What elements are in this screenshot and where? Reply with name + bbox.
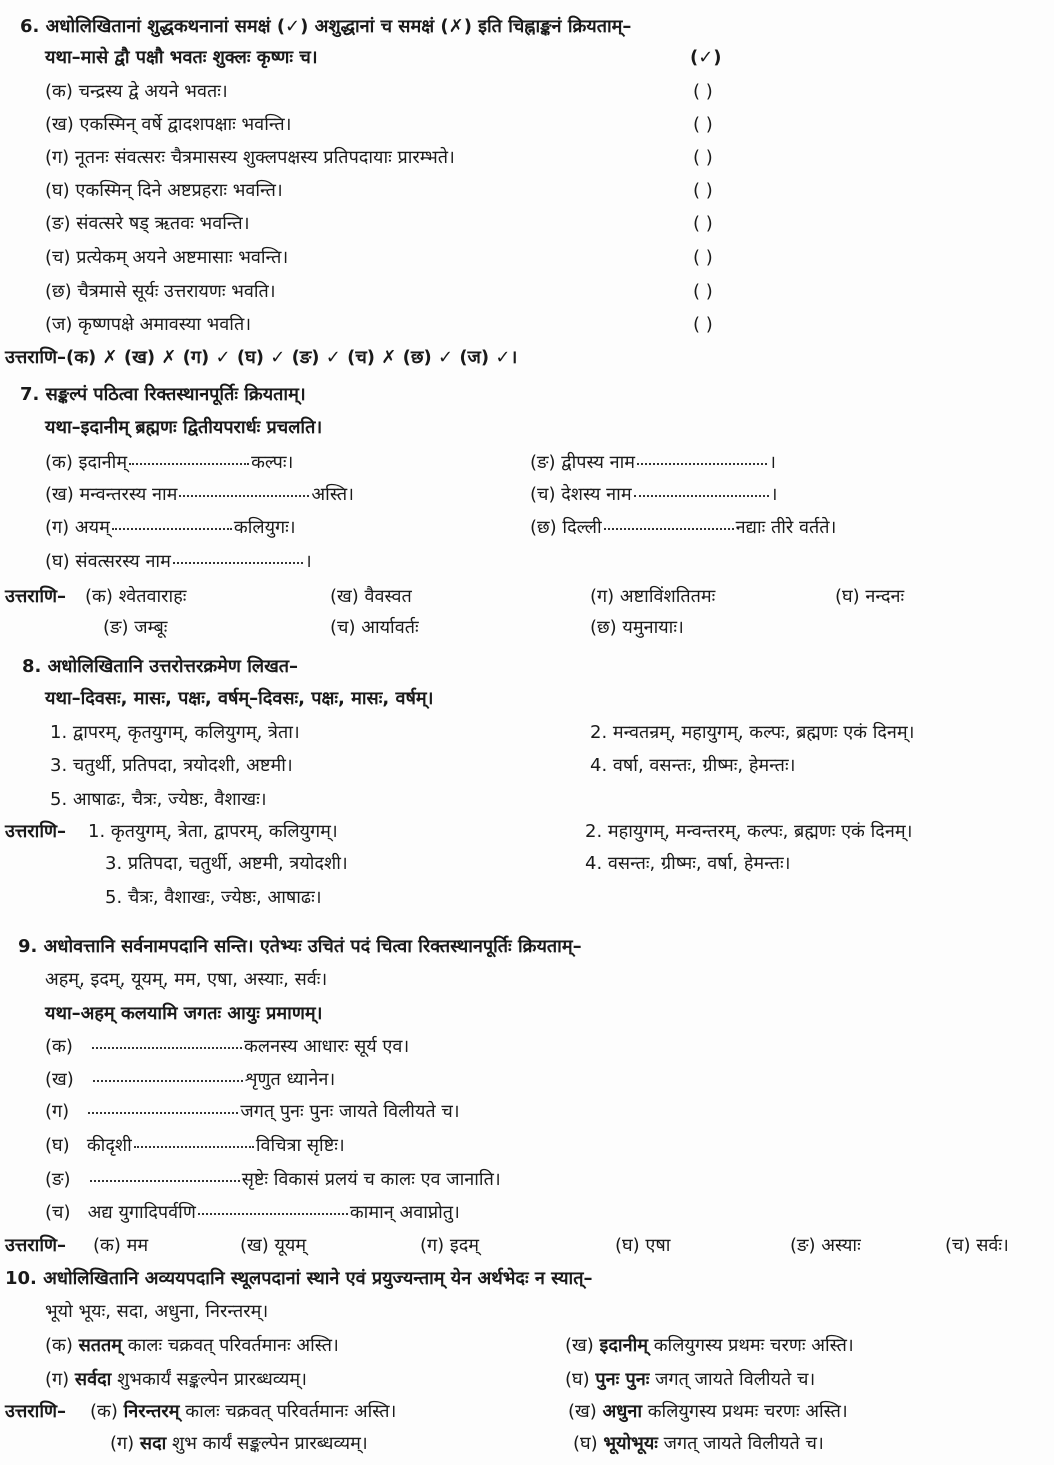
item-bold-word: भूयोभूयः: [603, 1433, 658, 1454]
answer: (ङ) जम्बूः: [103, 617, 168, 638]
word-bank: [45, 968, 327, 992]
list-item: [45, 1168, 501, 1192]
answer-item: [240, 1234, 306, 1258]
list-item: [50, 721, 300, 745]
answers: उत्तराणि–(क) ✗ (ख) ✗ (ग) ✓ (घ) ✓ (ङ) ✓ (च) ✗ (छ) ✓ (ज) ✓।: [5, 347, 518, 368]
item-post: अस्ति।: [311, 484, 354, 505]
list-item: [45, 1201, 460, 1225]
answer-box: ( ): [693, 314, 713, 335]
item-post: नद्याः तीरे वर्तते।: [735, 517, 837, 538]
answer: (क) मम: [93, 1235, 149, 1256]
item-text: प्रत्येकम् अयने अष्टमासाः भवन्ति।: [76, 247, 289, 268]
item-post: ।: [769, 452, 776, 473]
answer-box: [693, 146, 713, 170]
blank-line: [88, 1100, 238, 1114]
list-item: [45, 550, 312, 574]
answer-item: [93, 1234, 148, 1258]
item-post: कलनस्य आधारः सूर्य एव।: [244, 1036, 410, 1057]
example-mark: [690, 46, 722, 70]
answer-label: [5, 585, 66, 609]
heading: 7. सङ्कल्पं पठित्वा रिक्तस्थानपूर्तिः क्रियताम्।: [20, 384, 306, 405]
answer: 2. महायुगम्, मन्वन्तरम्, कल्पः, ब्रह्मणः एकं दिनम्।: [585, 821, 913, 842]
question-8-example: [45, 687, 433, 711]
blank-line: [90, 1168, 240, 1182]
answer: 3. प्रतिपदा, चतुर्थी, अष्टमी, त्रयोदशी।: [105, 853, 348, 874]
answer: (ग) अष्टाविंशतितमः: [590, 586, 716, 607]
answer-item: [945, 1234, 1009, 1258]
answer-box: [693, 179, 713, 203]
item-text: नूतनः संवत्सरः चैत्रमासस्य शुक्लपक्षस्य प्रतिपदायाः प्रारम्भते।: [74, 147, 455, 168]
item-text: कालः चक्रवत् परिवर्तमानः अस्ति।: [127, 1335, 339, 1356]
answer-item: [90, 1400, 396, 1424]
item-label: (ग): [45, 147, 70, 168]
item-label: (क): [90, 1401, 118, 1422]
list-item: [530, 451, 776, 475]
list-item: [45, 179, 283, 203]
item-bold-word: सततम्: [78, 1335, 123, 1356]
item-label: (घ): [45, 180, 70, 201]
answer-item: [568, 1400, 848, 1424]
answer-item: [835, 585, 904, 609]
list-item: [45, 246, 288, 270]
example: यथा–दिवसः, मासः, पक्षः, वर्षम्–दिवसः, पक्षः, मासः, वर्षम्।: [45, 688, 434, 709]
answer-item: [790, 1234, 861, 1258]
blank-line: [198, 1201, 348, 1215]
question-8-heading: [22, 655, 298, 679]
item-label: (क): [45, 452, 73, 473]
heading: 6. अधोलिखितानां शुद्धकथनानां समक्षं (✓) अशुद्धानां च समक्षं (✗) इति चिह्नाङ्कनं क्रियताम्–: [20, 16, 632, 37]
item-post: कलियुगः।: [233, 517, 296, 538]
item-label: (ङ): [45, 1169, 71, 1190]
word-bank: [45, 1300, 268, 1324]
item-text: 1. द्वापरम्, कृतयुगम्, कलियुगम्, त्रेता।: [50, 722, 300, 743]
answer-item: [420, 1234, 479, 1258]
list-item: [45, 212, 250, 236]
answer-item: [585, 820, 912, 844]
list-item: [45, 451, 293, 475]
blank-line: [112, 516, 232, 530]
answer: 5. चैत्रः, वैशाखः, ज्येष्ठः, आषाढः।: [105, 887, 322, 908]
list-item: [45, 516, 296, 540]
item-text: जगत् जायते विलीयते च।: [663, 1433, 824, 1454]
list-item: [45, 1100, 460, 1124]
question-7-heading: [20, 383, 306, 407]
item-label: (ग): [110, 1433, 135, 1454]
item-label: (ज): [45, 314, 73, 335]
list-item: [45, 1035, 409, 1059]
item-label: (घ): [45, 551, 70, 572]
item-label: (घ): [565, 1369, 590, 1390]
item-label: (च): [45, 1202, 71, 1223]
item-post: जगत् पुनः पुनः जायते विलीयते च।: [240, 1101, 460, 1122]
item-bold-word: पुनः पुनः: [595, 1369, 650, 1390]
blank-line: [637, 451, 767, 465]
item-pre: अयम्: [74, 517, 110, 538]
list-item: [565, 1334, 854, 1358]
list-item: [565, 1368, 815, 1392]
list-item: [50, 754, 293, 778]
item-text: कृष्णपक्षे अमावस्या भवति।: [78, 314, 252, 335]
item-pre: अद्य युगादिपर्वणि: [87, 1202, 196, 1223]
example: यथा–अहम् कलयामि जगतः आयुः प्रमाणम्।: [45, 1003, 323, 1024]
answer-label: उत्तराणि–: [5, 1401, 67, 1422]
item-label: (घ): [45, 1135, 70, 1156]
item-pre: इदानीम्: [78, 452, 128, 473]
item-text: कलियुगस्य प्रथमः चरणः अस्ति।: [647, 1401, 848, 1422]
answer-item: [88, 820, 338, 844]
heading: 9. अधोवत्तानि सर्वनामपदानि सन्ति। एतेभ्यः उचितं पदं चित्वा रिक्तस्थानपूर्तिः क्रियताम्–: [18, 936, 582, 957]
question-10-heading: [5, 1267, 592, 1291]
item-text: शुभकार्यं सङ्कल्पेन प्रारब्धव्यम्।: [117, 1369, 307, 1390]
item-pre: मन्वन्तरस्य नाम: [79, 484, 178, 505]
blank-line: [93, 1068, 243, 1082]
answer-item: [330, 585, 412, 609]
item-post: कल्पः।: [251, 452, 294, 473]
answer-box: ( ): [693, 213, 713, 234]
item-label: (ग): [45, 1369, 70, 1390]
answer-box: ( ): [693, 147, 713, 168]
answer: (छ) यमुनायाः।: [590, 617, 684, 638]
answer-label: [5, 820, 66, 844]
blank-line: [604, 516, 734, 530]
list-item: [45, 113, 291, 137]
answer-box: ( ): [693, 247, 713, 268]
item-text: 4. वर्षा, वसन्तः, ग्रीष्मः, हेमन्तः।: [590, 755, 796, 776]
item-post: ।: [770, 484, 778, 505]
list-item: [45, 280, 276, 304]
blank-line: [634, 483, 769, 497]
item-label: (च): [45, 247, 71, 268]
answer-item: [585, 852, 790, 876]
answer-item: [330, 616, 419, 640]
answer-box: ( ): [693, 281, 713, 302]
answer-box: [693, 80, 713, 104]
item-post: सृष्टेः विकासं प्रलयं च कालः एव जानाति।: [241, 1169, 501, 1190]
item-text: कलियुगस्य प्रथमः चरणः अस्ति।: [653, 1335, 854, 1356]
item-text: संवत्सरे षड् ऋतवः भवन्ति।: [76, 213, 250, 234]
answer-box: [693, 280, 713, 304]
item-bold-word: निरन्तरम्: [123, 1401, 180, 1422]
answer: (क) श्वेतवाराहः: [85, 586, 187, 607]
item-text: 3. चतुर्थी, प्रतिपदा, त्रयोदशी, अष्टमी।: [50, 755, 293, 776]
item-pre: देशस्य नाम: [561, 484, 632, 505]
item-post: विचित्रा सृष्टिः।: [255, 1135, 345, 1156]
answer: 4. वसन्तः, ग्रीष्मः, वर्षा, हेमन्तः।: [585, 853, 791, 874]
example: यथा–मासे द्वौ पक्षौ भवतः शुक्लः कृष्णः च।: [45, 47, 318, 68]
answer: (ख) यूयम्: [240, 1235, 307, 1256]
answer: (घ) एषा: [615, 1235, 671, 1256]
answer-box: [693, 313, 713, 337]
list-item: [45, 1368, 307, 1392]
list-item: [50, 788, 267, 812]
answer-label: उत्तराणि–: [5, 821, 67, 842]
item-text: कालः चक्रवत् परिवर्तमानः अस्ति।: [185, 1401, 397, 1422]
blank-line: [179, 483, 309, 497]
answer-item: [590, 616, 684, 640]
item-label: (ग): [45, 1101, 70, 1122]
blank-line: [92, 1035, 242, 1049]
answer-item: [615, 1234, 670, 1258]
item-label: (ग): [45, 517, 70, 538]
answer-item: [105, 852, 348, 876]
item-bold-word: अधुना: [602, 1401, 642, 1422]
list-item: [45, 483, 354, 507]
list-item: [530, 516, 836, 540]
item-text: जगत् जायते विलीयते च।: [655, 1369, 816, 1390]
question-6-example: [45, 46, 318, 70]
answer-box: ( ): [693, 81, 713, 102]
list-item: [590, 721, 914, 745]
item-label: (छ): [45, 281, 72, 302]
answer: (ङ) अस्याः: [790, 1235, 861, 1256]
answer-label: [5, 1400, 66, 1424]
item-label: (ख): [45, 1069, 74, 1090]
answer: (ग) इदम्: [420, 1235, 480, 1256]
list-item: [45, 1068, 335, 1092]
answer: (च) आर्यावर्तः: [330, 617, 419, 638]
answer-item: [110, 1432, 368, 1456]
answer-box: ( ): [693, 180, 713, 201]
item-text: 2. मन्वतन्रम्, महायुगम्, कल्पः, ब्रह्मणः एकं दिनम्।: [590, 722, 915, 743]
item-pre: दिल्ली: [562, 517, 602, 538]
item-post: ।: [304, 551, 312, 572]
item-text: चन्द्रस्य द्वे अयने भवतः।: [78, 81, 228, 102]
item-text: एकस्मिन् वर्षे द्वादशपक्षाः भवन्ति।: [79, 114, 292, 135]
word-bank: अहम्, इदम्, यूयम्, मम, एषा, अस्याः, सर्वः।: [45, 969, 328, 990]
item-label: (ख): [45, 484, 74, 505]
item-bold-word: सर्वदा: [74, 1369, 112, 1390]
item-label: (ङ): [530, 452, 556, 473]
answer-item: [105, 886, 322, 910]
item-bold-word: सदा: [139, 1433, 167, 1454]
item-text: एकस्मिन् दिने अष्टप्रहराः भवन्ति।: [75, 180, 283, 201]
heading: 8. अधोलिखितानि उत्तरोत्तरक्रमेण लिखत–: [22, 656, 299, 677]
item-label: (ख): [568, 1401, 597, 1422]
list-item: [45, 146, 455, 170]
heading: 10. अधोलिखितानि अव्ययपदानि स्थूलपदानां स्थाने एवं प्रयुज्यन्ताम् येन अर्थभेदः न स्यात्–: [5, 1268, 593, 1289]
item-text: शुभ कार्यं सङ्कल्पेन प्रारब्धव्यम्।: [172, 1433, 368, 1454]
item-label: (छ): [530, 517, 557, 538]
item-pre: संवत्सरस्य नाम: [75, 551, 171, 572]
item-label: (ख): [45, 114, 74, 135]
question-6-heading: [20, 15, 631, 39]
answer-box: [693, 212, 713, 236]
answer: (ख) वैवस्वत: [330, 586, 412, 607]
item-label: (च): [530, 484, 556, 505]
check-mark: (✓): [690, 47, 722, 68]
blank-line: [129, 451, 249, 465]
item-label: (क): [45, 1335, 73, 1356]
item-bold-word: इदानीम्: [599, 1335, 648, 1356]
word-bank: भूयो भूयः, सदा, अधुना, निरन्तरम्।: [45, 1301, 269, 1322]
answer-item: [590, 585, 715, 609]
item-label: (घ): [573, 1433, 598, 1454]
list-item: [530, 483, 777, 507]
question-6-answers: [5, 346, 517, 370]
question-9-example: [45, 1002, 322, 1026]
list-item: [45, 313, 251, 337]
answer-item: [103, 616, 167, 640]
item-label: (ङ): [45, 213, 71, 234]
question-9-heading: [18, 935, 582, 959]
item-post: कामान् अवाप्नोतु।: [349, 1202, 460, 1223]
list-item: [45, 1134, 345, 1158]
blank-line: [134, 1134, 254, 1148]
answer: (घ) नन्दनः: [835, 586, 905, 607]
answer-box: ( ): [693, 114, 713, 135]
example: यथा–इदानीम् ब्रह्मणः द्वितीयपरार्धः प्रचलति।: [45, 417, 323, 438]
list-item: [45, 80, 228, 104]
answer-label: उत्तराणि–: [5, 1235, 67, 1256]
answer-box: [693, 246, 713, 270]
question-7-example: [45, 416, 322, 440]
item-label: (ख): [565, 1335, 594, 1356]
item-pre: द्वीपस्य नाम: [561, 452, 636, 473]
blank-line: [173, 550, 303, 564]
answer-label: उत्तराणि–: [5, 586, 67, 607]
list-item: [590, 754, 795, 778]
answer-label: [5, 1234, 66, 1258]
item-pre: कीदृशी: [86, 1135, 132, 1156]
item-label: (क): [45, 1036, 73, 1057]
item-label: (क): [45, 81, 73, 102]
item-text: 5. आषाढः, चैत्रः, ज्येष्ठः, वैशाखः।: [50, 789, 267, 810]
item-text: चैत्रमासे सूर्यः उत्तरायणः भवति।: [77, 281, 276, 302]
answer-item: [573, 1432, 824, 1456]
item-post: शृणुत ध्यानेन।: [244, 1069, 336, 1090]
answer-item: [85, 585, 186, 609]
answer-box: [693, 113, 713, 137]
answer: 1. कृतयुगम्, त्रेता, द्वापरम्, कलियुगम्।: [88, 821, 338, 842]
answer: (च) सर्वः।: [945, 1235, 1009, 1256]
list-item: [45, 1334, 339, 1358]
